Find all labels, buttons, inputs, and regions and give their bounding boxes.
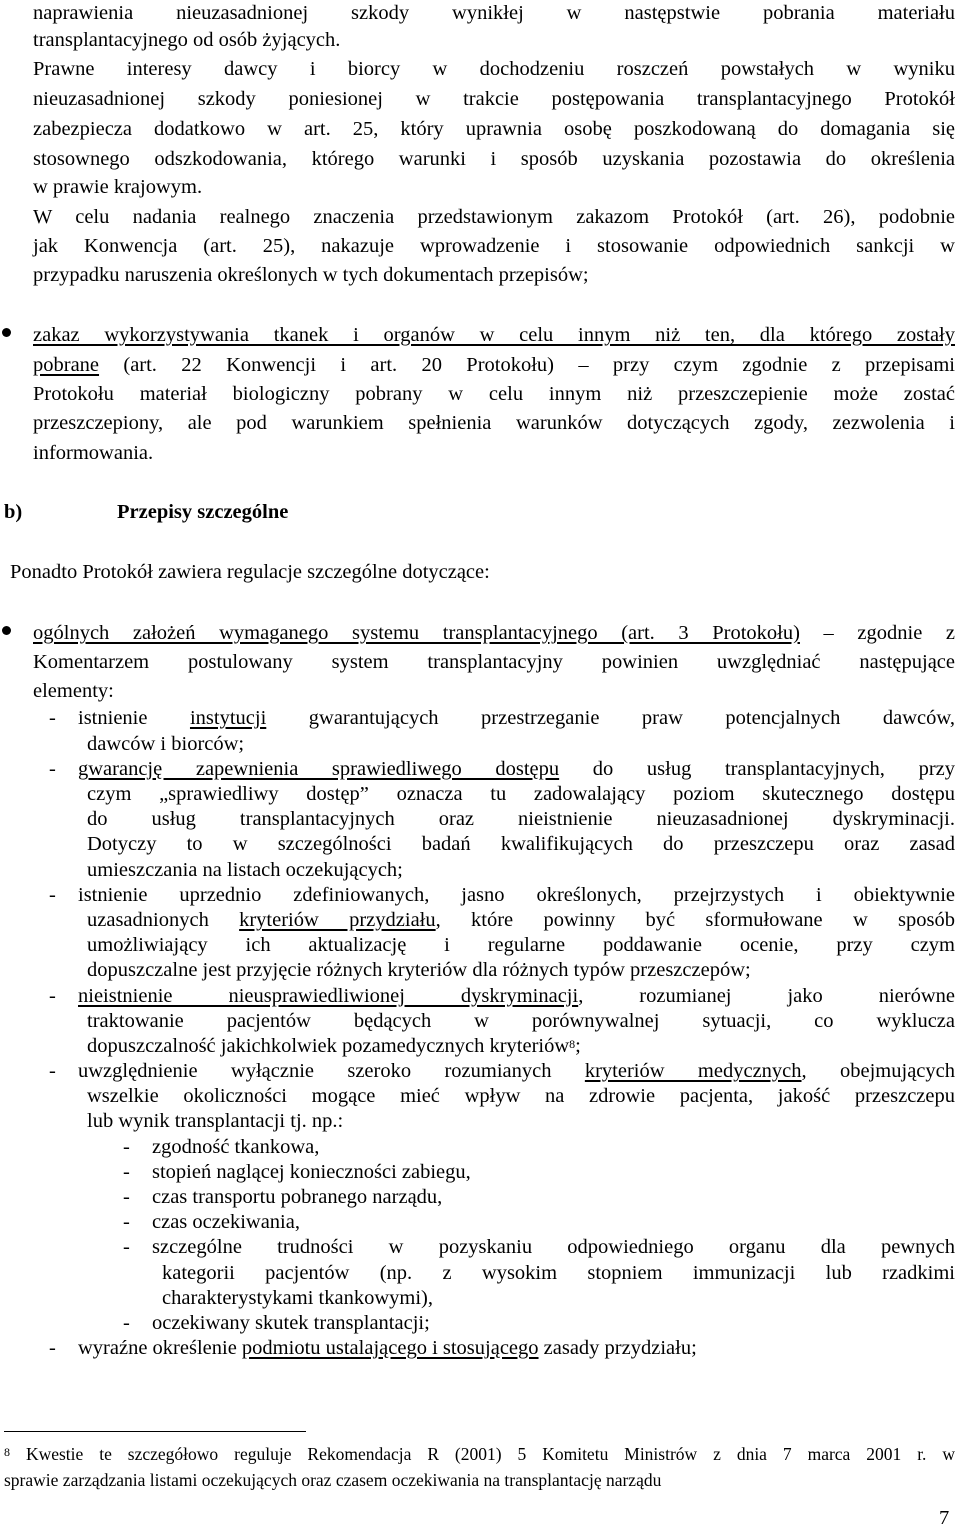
- dash-marker: -: [49, 1337, 56, 1359]
- subitem-6: oczekiwany skutek transplantacji;: [152, 1312, 430, 1334]
- footnote-line-2: sprawie zarządzania listami oczekujących oraz czasem oczekiwania na transplantację narządu: [4, 1470, 662, 1490]
- bullet2-line-3: elementy:: [33, 680, 114, 702]
- intro-line-8: W celu nadania realnego znaczenia przedstawionym zakazom Protokół (art. 26), podobnie: [33, 206, 955, 228]
- intro-line-5: zabezpiecza dodatkowo w art. 25, który uprawnia osobę poszkodowaną do domagania się: [33, 118, 955, 140]
- bullet-icon: [2, 626, 11, 635]
- dash-marker: -: [123, 1136, 130, 1158]
- item2-line-4: Dotyczy to w szczególności badań kwalifikujących do przeszczepu oraz zasad: [87, 833, 955, 855]
- subitem-2: stopień naglącej konieczności zabiegu,: [152, 1161, 471, 1183]
- item3-line-1: istnienie uprzednio zdefiniowanych, jasno określonych, przejrzystych i obiektywnie: [78, 884, 955, 906]
- item5-line-1: uwzględnienie wyłącznie szeroko rozumianych kryteriów medycznych, obejmujących: [78, 1060, 955, 1082]
- footnote-separator: [4, 1431, 306, 1432]
- dash-marker: -: [123, 1312, 130, 1334]
- item1-line-2: dawców i biorców;: [87, 733, 245, 755]
- footnote-ref: 8: [569, 1037, 576, 1051]
- item5-line-2: wszelkie okoliczności mogące mieć wpływ na zdrowie pacjenta, jakość przeszczepu: [87, 1085, 955, 1107]
- section-intro: Ponadto Protokół zawiera regulacje szczególne dotyczące:: [10, 561, 490, 583]
- item2-line-2: czym „sprawiedliwy dostęp” oznacza tu zadowalający poziom skutecznego dostępu: [87, 783, 955, 805]
- item6-line-1: wyraźne określenie podmiotu ustalającego i stosującego zasady przydziału;: [78, 1337, 697, 1359]
- dash-marker: -: [123, 1161, 130, 1183]
- intro-line-2: transplantacyjnego od osób żyjących.: [33, 29, 341, 51]
- item3-line-4: dopuszczalne jest przyjęcie różnych kryteriów dla różnych typów przeszczepów;: [87, 959, 751, 981]
- bullet-icon: [2, 328, 11, 337]
- intro-line-1: naprawienia nieuzasadnionej szkody wynikłej w następstwie pobrania materiału: [33, 2, 955, 24]
- dash-marker: -: [49, 1060, 56, 1082]
- intro-line-3: Prawne interesy dawcy i biorcy w dochodzeniu roszczeń powstałych w wyniku: [33, 58, 955, 80]
- item2-line-3: do usług transplantacyjnych oraz nieistnienie nieuzasadnionej dyskryminacji.: [87, 808, 955, 830]
- item2-line-5: umieszczania na listach oczekujących;: [87, 859, 403, 881]
- item5-line-3: lub wynik transplantacji tj. np.:: [87, 1110, 344, 1132]
- dash-marker: -: [49, 985, 56, 1007]
- item3-line-2: uzasadnionych kryteriów przydziału, które powinny być sformułowane w sposób: [87, 909, 955, 931]
- bullet2-line-2: Komentarzem postulowany system transplantacyjny powinien uwzględniać następujące: [33, 651, 955, 673]
- item4-line-2: traktowanie pacjentów będących w porównywalnej sytuacji, co wyklucza: [87, 1010, 955, 1032]
- subitem-3: czas transportu pobranego narządu,: [152, 1186, 443, 1208]
- dash-marker: -: [123, 1211, 130, 1233]
- item4-line-3: dopuszczalność jakichkolwiek pozamedycznych kryteriów$^8$;: [87, 1035, 581, 1057]
- dash-marker: -: [123, 1236, 130, 1258]
- intro-line-6: stosownego odszkodowania, którego warunki i sposób uzyskania pozostawia do określenia: [33, 148, 955, 170]
- intro-line-4: nieuzasadnionej szkody poniesionej w trakcie postępowania transplantacyjnego Protokół: [33, 88, 955, 110]
- intro-line-9: jak Konwencja (art. 25), nakazuje wprowadzenie i stosowanie odpowiednich sankcji w: [33, 235, 955, 257]
- bullet1-line-3: Protokołu materiał biologiczny pobrany w celu innym niż przeszczepienie może zostać: [33, 383, 955, 405]
- dash-marker: -: [123, 1186, 130, 1208]
- intro-line-7: w prawie krajowym.: [33, 176, 203, 198]
- item4-line-1: nieistnienie nieusprawiedliwionej dyskryminacji, rozumianej jako nierówne: [78, 985, 955, 1007]
- section-heading: Przepisy szczególne: [117, 501, 289, 523]
- bullet1-line-2: pobrane (art. 22 Konwencji i art. 20 Protokołu) – przy czym zgodnie z przepisami: [33, 354, 955, 376]
- bullet2-line-1: ogólnych założeń wymaganego systemu transplantacyjnego (art. 3 Protokołu) – zgodnie z: [33, 622, 955, 644]
- page-number: 7: [939, 1507, 950, 1529]
- section-letter: b): [4, 501, 23, 523]
- footnote-number: 8: [4, 1445, 10, 1459]
- dash-marker: -: [49, 884, 56, 906]
- bullet1-line-4: przeszczepiony, ale pod warunkiem spełnienia warunków dotyczących zgody, zezwolenia i: [33, 412, 955, 434]
- footnote-line-1: $^8$ Kwestie te szczegółowo reguluje Rekomendacja R (2001) 5 Komitetu Ministrów z dnia 7 marca 2001 r. w: [4, 1444, 956, 1464]
- item3-line-3: umożliwiający ich aktualizację i regularne poddawanie ocenie, przy czym: [87, 934, 955, 956]
- subitem-4: czas oczekiwania,: [152, 1211, 300, 1233]
- item2-line-1: gwarancję zapewnienia sprawiedliwego dostępu do usług transplantacyjnych, przy: [78, 758, 955, 780]
- subitem-1: zgodność tkankowa,: [152, 1136, 320, 1158]
- subitem-5-line-3: charakterystykami tkankowymi),: [162, 1287, 433, 1309]
- bullet1-line-1: zakaz wykorzystywania tkanek i organów w celu innym niż ten, dla którego zostały: [33, 324, 955, 346]
- item1-line-1: istnienie instytucji gwarantujących przestrzeganie praw potencjalnych dawców,: [78, 707, 955, 729]
- bullet1-line-5: informowania.: [33, 442, 154, 464]
- subitem-5-line-2: kategorii pacjentów (np. z wysokim stopniem immunizacji lub rzadkimi: [162, 1262, 955, 1284]
- dash-marker: -: [49, 707, 56, 729]
- subitem-5-line-1: szczególne trudności w pozyskaniu odpowiedniego organu dla pewnych: [152, 1236, 955, 1258]
- intro-line-10: przypadku naruszenia określonych w tych dokumentach przepisów;: [33, 264, 589, 286]
- dash-marker: -: [49, 758, 56, 780]
